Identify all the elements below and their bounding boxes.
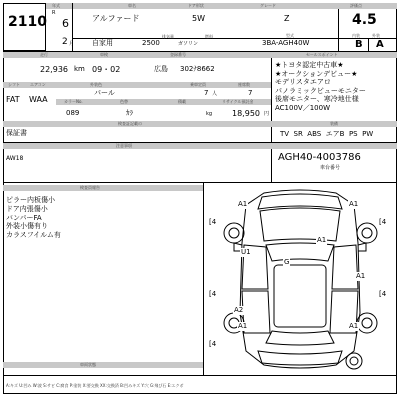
door-shape: 5W <box>192 14 205 23</box>
header-exterior: 外装 <box>372 33 380 38</box>
footer-header-strip <box>3 362 203 368</box>
header-grade: グレード <box>260 3 276 8</box>
equipment-item: エアB <box>325 130 345 138</box>
note-item: バンパーFA <box>6 213 42 222</box>
remarks-text: AW18 <box>6 155 24 162</box>
plate-region: 広島 <box>154 65 168 73</box>
plate-number: 302ﾅ8662 <box>180 65 215 73</box>
notes-header-strip <box>3 185 203 191</box>
damage-front-right-door: A1 <box>356 272 366 280</box>
mileage: 22,936 <box>40 65 68 74</box>
damage-rear-right-quarter: A1 <box>349 322 359 330</box>
exterior-grade: A <box>376 39 384 50</box>
equipment-header: 装備 <box>330 121 338 126</box>
damage-bonnet: A1 <box>317 236 327 244</box>
vin-label: 車台番号 <box>320 165 341 171</box>
front-bumper <box>258 194 342 209</box>
feature-item: ★トヨタ認定中古車★ <box>275 61 344 69</box>
header-doors: ドア形状 <box>188 3 204 8</box>
equipment-item: ABS <box>307 130 322 138</box>
feature-list <box>275 61 366 113</box>
header-score: 評価点 <box>350 3 362 8</box>
mileage-unit: km <box>74 65 85 73</box>
grade: Z <box>284 14 290 23</box>
wheel-front-right <box>357 223 377 243</box>
tire-spare: [4 <box>209 340 217 348</box>
tire-front-left: [4 <box>209 218 217 226</box>
damage-rear-left-quarter: A1 <box>238 322 248 330</box>
damage-roof: G <box>284 258 290 266</box>
footer-legend: A:キズ U:凹み W:波 S:サビ C:腐食 P:塗装 X:要交換 XX:交換済 B:凹みキズ Y:穴 G:飛び石 E:エクボ <box>6 383 184 388</box>
feature-item: ★オークションデビュー★ <box>275 69 358 78</box>
damage-front-right-fender: A1 <box>349 200 359 208</box>
capacity: 7 <box>204 89 209 97</box>
roof-panel <box>274 265 326 327</box>
model-name: アルファード <box>92 14 140 23</box>
note-item: カラスフイルム有 <box>6 231 61 240</box>
header-seats: 座席数 <box>238 82 250 87</box>
wheel-front-left <box>224 223 244 243</box>
header-capacity: 乗車定員 <box>190 82 206 87</box>
color-code: 089 <box>66 109 80 117</box>
feature-item: モデリスタエアロ <box>275 78 331 87</box>
capacity-unit: 人 <box>212 91 218 97</box>
feature-item: 後席モニター、寒冷地仕様 <box>275 95 359 104</box>
header-shift: シフト <box>8 82 20 87</box>
payload-unit: kg <box>206 111 213 117</box>
equipment-item: PW <box>362 130 374 138</box>
interior-grade: B <box>355 39 363 50</box>
header-year: 年式 <box>52 3 60 8</box>
header-aircon: エアコン <box>30 82 46 87</box>
car-body-outline <box>240 190 360 368</box>
equipment-list <box>280 131 373 138</box>
tire-rear-left: [4 <box>209 290 217 298</box>
spare-tire <box>346 353 362 369</box>
bonnet <box>260 208 340 241</box>
tire-front-right: [4 <box>379 218 387 226</box>
vin-number: AGH40-4003786 <box>278 152 361 163</box>
equipment-item: TV <box>280 130 290 138</box>
top-header-strip <box>46 3 397 9</box>
aircon: WAA <box>29 95 48 104</box>
damage-front-left-fender: A1 <box>238 200 248 208</box>
inspection-date: 09・02 <box>92 65 121 74</box>
row-marker: R <box>52 10 56 16</box>
header-mileage: 走行 <box>40 52 48 57</box>
header-inspection: 車検 <box>100 52 108 57</box>
header-plate: 登録番号 <box>170 52 186 57</box>
header-displacement: 排気量 <box>162 34 174 39</box>
header-recycle: リサイクル預託金 <box>222 99 254 104</box>
wheel-rear-right <box>357 313 377 333</box>
header-color: 外装色 <box>90 82 102 87</box>
header-color-code: カラーNo. <box>64 99 83 104</box>
note-item: 外装小傷有り <box>6 222 48 231</box>
year: 6 <box>62 17 69 30</box>
feature-item: AC100V／100W <box>275 103 330 112</box>
header-documents: 検査証記載の <box>118 121 142 126</box>
equipment-item: SR <box>293 130 303 138</box>
tire-rear-right: [4 <box>379 290 387 298</box>
recycle-fee: 18,950 <box>232 109 260 118</box>
exterior-color: パール <box>94 89 115 97</box>
rear-bumper <box>258 351 342 365</box>
recycle-unit: 円 <box>264 111 270 117</box>
color-change: ｶﾗ <box>126 109 133 117</box>
displacement: 2500 <box>142 39 160 47</box>
notes-header: 検査員報告 <box>80 185 100 190</box>
right-mirror <box>358 243 366 251</box>
note-item: ドア内張傷小 <box>6 204 48 213</box>
notes-list <box>6 196 61 240</box>
chassis-code: 3BA-AGH40W <box>262 39 310 47</box>
header-interior: 内装 <box>352 33 360 38</box>
remarks-header-strip <box>3 143 271 149</box>
remarks-header: 注意事項 <box>116 143 132 148</box>
damage-front-left-door: U1 <box>241 248 251 256</box>
header-color-change: 色替 <box>120 99 128 104</box>
features-header: セールスポイント <box>306 52 338 57</box>
damage-rear-left-door: A2 <box>234 306 244 314</box>
feature-item: パノラミックビューモニター <box>275 86 366 95</box>
fuel: ガソリン <box>178 41 199 47</box>
documents: 保証書 <box>6 129 27 137</box>
month: 2 <box>62 37 68 47</box>
right-front-door <box>332 245 358 289</box>
footer-section-header: 車両状態 <box>80 362 96 367</box>
vin-header-strip <box>271 143 397 149</box>
transmission: FAT <box>6 95 20 104</box>
score: 4.5 <box>352 12 377 28</box>
note-item: ピラー内板傷小 <box>6 196 55 204</box>
header-fuel: 燃料 <box>205 34 213 39</box>
car-damage-diagram <box>204 183 397 375</box>
equipment-item: PS <box>348 130 358 138</box>
usage: 自家用 <box>92 39 113 47</box>
header-chassis: 型式 <box>286 33 294 38</box>
header-model: 車名 <box>128 3 136 8</box>
month-unit: 月 <box>69 41 75 47</box>
rear-window <box>266 331 334 345</box>
header-payload: 積載 <box>178 99 186 104</box>
windshield <box>266 243 334 261</box>
lot-number: 2110 <box>8 14 47 30</box>
seats: 7 <box>248 89 253 97</box>
